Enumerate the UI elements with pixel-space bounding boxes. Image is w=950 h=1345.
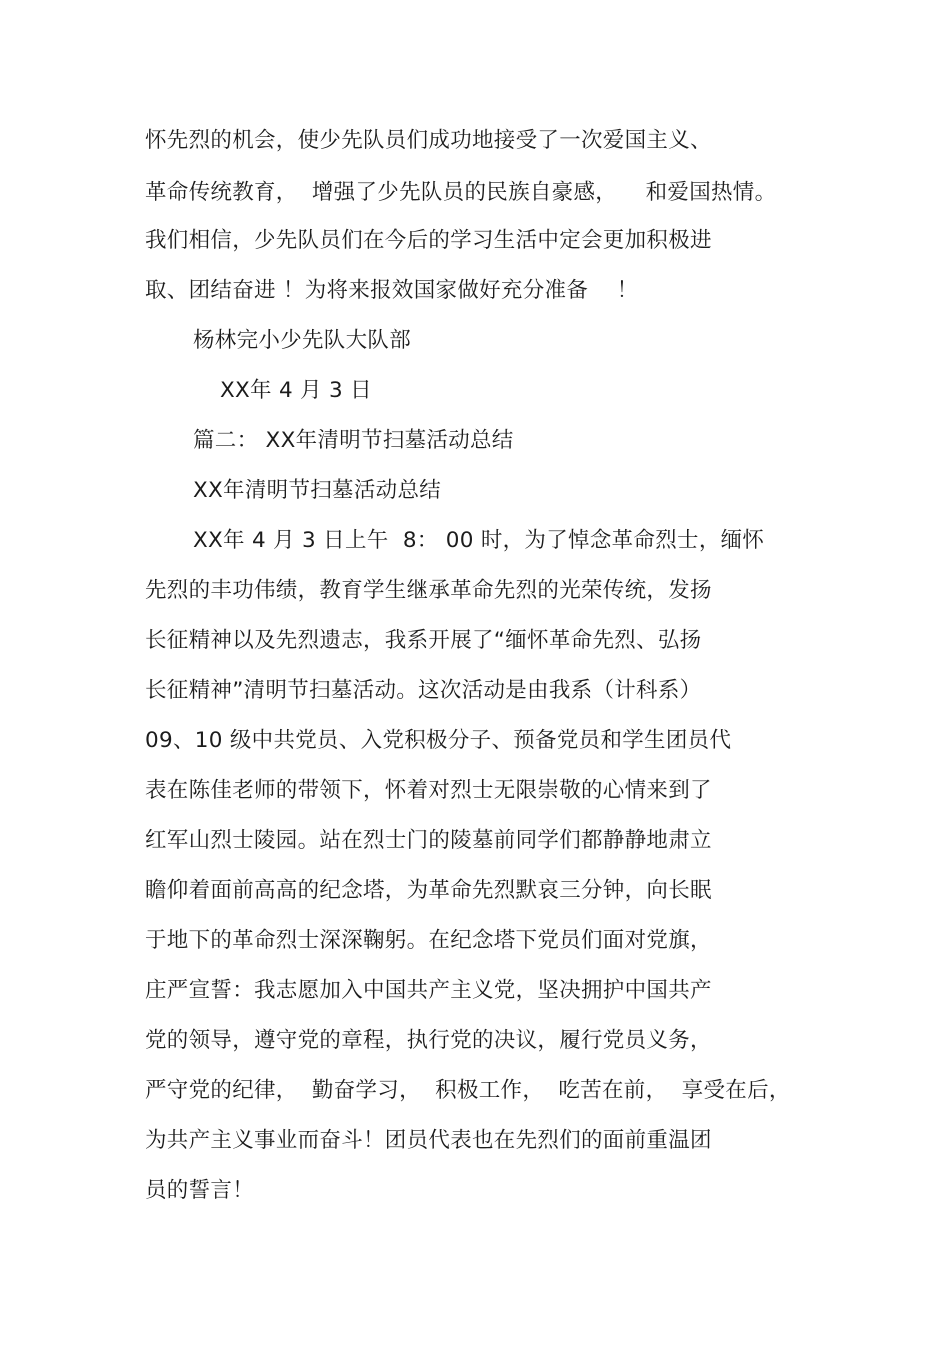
body-line-2: 革命传统教育， 增强了少先队员的民族自豪感， 和爱国热情。 (145, 180, 777, 205)
body-line-22: 员的誓言！ (145, 1178, 255, 1203)
body-line-4: 取、团结奋进 ！为将来报效国家做好充分准备 ！ (145, 278, 639, 303)
body-line-17: 于地下的革命烈士深深鞠躬。在纪念塔下党员们面对党旗， (145, 928, 712, 953)
body-line-13: 09、10 级中共党员、入党积极分子、预备党员和学生团员代 (145, 728, 732, 753)
section-title: XX年清明节扫墓活动总结 (193, 478, 442, 503)
body-line-19: 党的领导，遵守党的章程，执行党的决议，履行党员义务， (145, 1028, 712, 1053)
body-line-9: XX年 4 月 3 日上午 8： 00 时，为了悼念革命烈士，缅怀 (193, 528, 765, 553)
body-line-10: 先烈的丰功伟绩，教育学生继承革命先烈的光荣传统，发扬 (145, 578, 712, 603)
body-line-20: 严守党的纪律， 勤奋学习， 积极工作， 吃苦在前， 享受在后， (145, 1078, 791, 1103)
body-line-14: 表在陈佳老师的带领下，怀着对烈士无限崇敬的心情来到了 (145, 778, 712, 803)
body-line-11: 长征精神以及先烈遗志，我系开展了“缅怀革命先烈、弘扬 (145, 628, 702, 653)
body-line-15: 红军山烈士陵园。站在烈士门的陵墓前同学们都静静地肃立 (145, 828, 712, 853)
body-line-16: 瞻仰着面前高高的纪念塔，为革命先烈默哀三分钟，向长眠 (145, 878, 712, 903)
body-line-1: 怀先烈的机会，使少先队员们成功地接受了一次爱国主义、 (145, 128, 712, 153)
signature-date: XX年 4 月 3 日 (220, 378, 372, 403)
section-heading: 篇二： XX年清明节扫墓活动总结 (193, 428, 514, 453)
body-line-21: 为共产主义事业而奋斗！团员代表也在先烈们的面前重温团 (145, 1128, 712, 1153)
signature-organization: 杨林完小少先队大队部 (193, 328, 412, 353)
body-line-18: 庄严宣誓：我志愿加入中国共产主义党，坚决拥护中国共产 (145, 978, 712, 1003)
body-line-3: 我们相信，少先队员们在今后的学习生活中定会更加积极进 (145, 228, 712, 253)
body-line-12: 长征精神”清明节扫墓活动。这次活动是由我系（计科系） (145, 678, 702, 703)
